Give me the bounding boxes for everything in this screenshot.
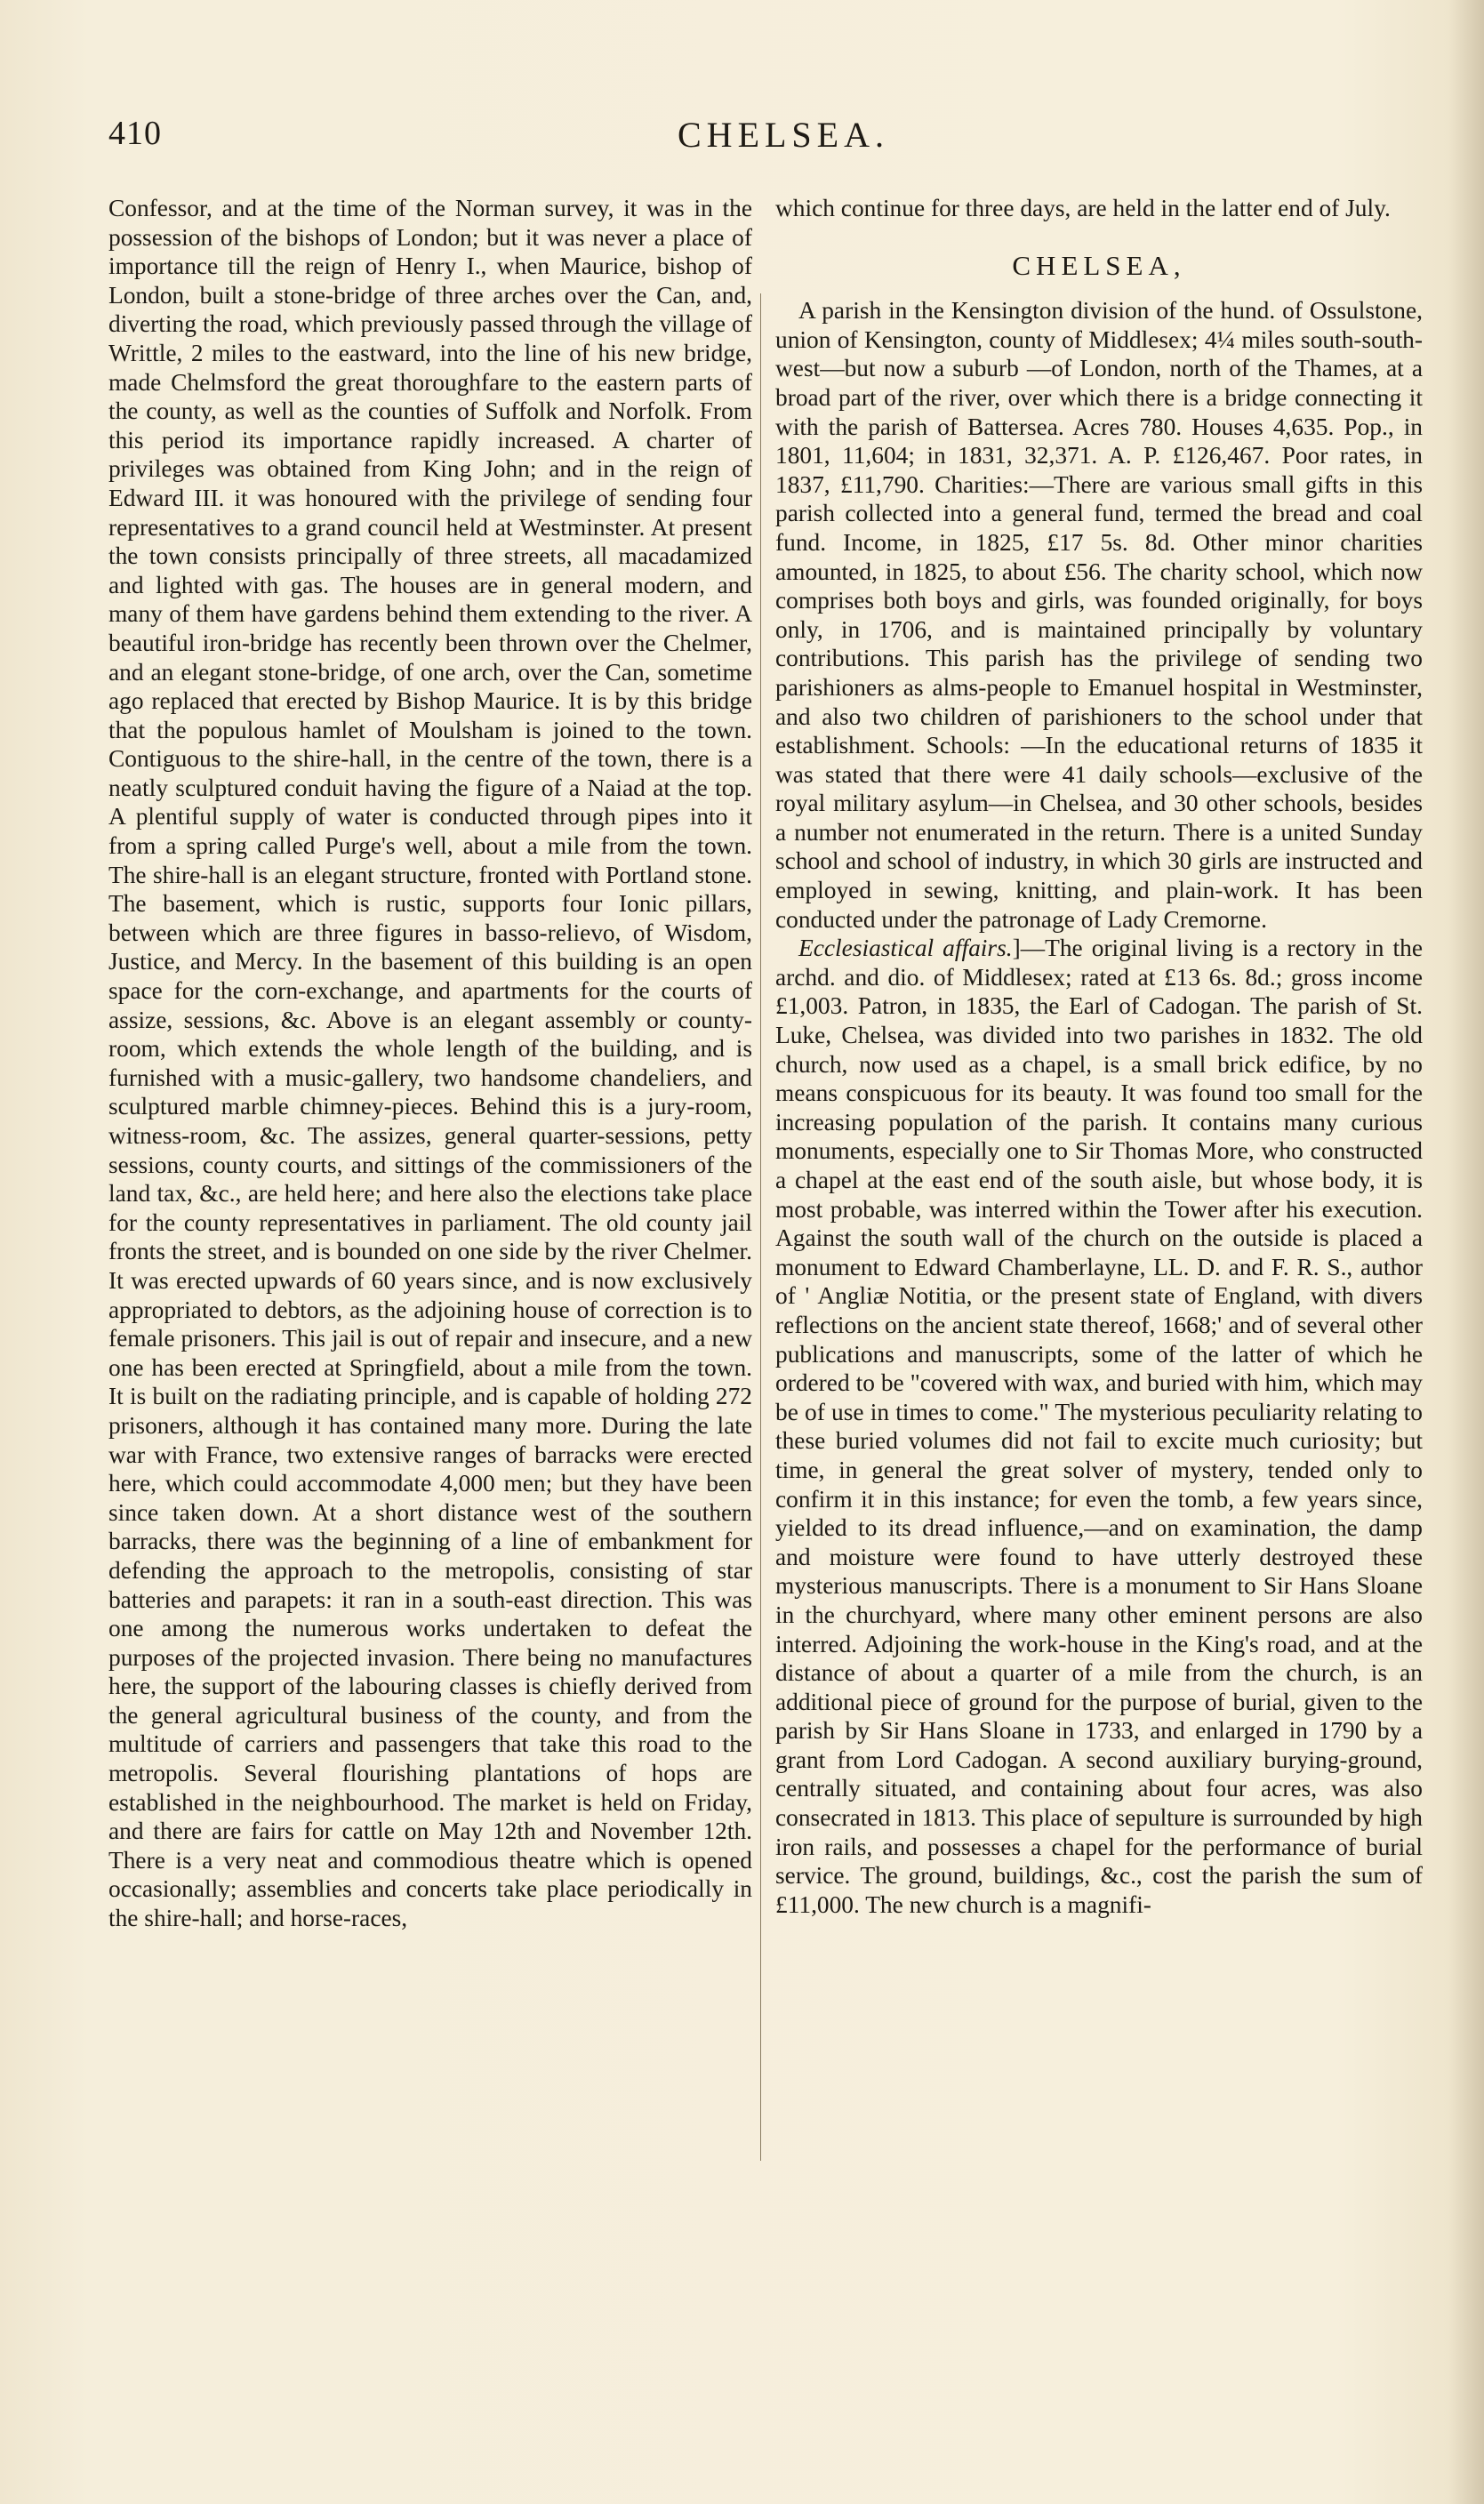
ecclesiastical-lead: Ecclesiastical affairs.: [798, 935, 1013, 962]
continuation-text: which continue for three days, are held in the latter end of July.: [775, 195, 1391, 221]
right-column: [775, 194, 1423, 2452]
ecclesiastical-text: ]—The original living is a rectory in the archd. and dio. of Middlesex; rated at £13 6s. 8d.; gross income £1,003. Patron, in 1835, the Earl of Cadogan. The parish of St. Luke, Chelsea, was divided into two parishes in 1832. The old church, now used as a chapel, is a small brick edifice, by no means conspicuous for its beauty. It was found too small for the increasing population of the parish. It contains many curious monuments, especially one to Sir Thomas More, who constructed a chapel at the east end of the south aisle, but whose body, it is most probable, was interred within the Tower after his execution. Against the south wall of the church on the outside is placed a monument to Edward Chamberlayne, LL. D. and F. R. S., author of ' Angliæ Notitia, or the present state of England, with divers reflections on the ancient state thereof, 1668;' and of several other publications and manuscripts, some of the latter of which he ordered to be "covered with wax, and buried with him, which may be of use in times to come." The mysterious peculiarity relating to these buried volumes did not fail to excite much curiosity; but time, in general the great solver of mystery, tended only to confirm it in this instance; for even the tomb, a few years since, yielded to its dread influence,—and on examination, the damp and moisture were found to have utterly destroyed these mysterious manuscripts. There is a monument to Sir Hans Sloane in the churchyard, where many other eminent persons are also interred. Adjoining the work-house in the King's road, and at the distance of about a quarter of a mile from the church, is an additional piece of ground for the purpose of burial, given to the parish by Sir Hans Sloane in 1733, and enlarged in 1790 by a grant from Lord Cadogan. A second auxiliary burying-ground, centrally situated, and containing about four acres, was also consecrated in 1813. This place of sepulture is surrounded by high iron rails, and possesses a chapel for the performance of burial service. The ground, buildings, &c., cost the parish the sum of £11,000. The new church is a magnifi-: [775, 935, 1423, 1918]
page-header: [108, 114, 1469, 167]
section-heading: CHELSEA,: [1012, 249, 1186, 281]
page-number: 410: [108, 115, 162, 152]
left-column-text: Confessor, and at the time of the Norman survey, it was in the possession of the bishops of London; but it was never a place of importance till the reign of Henry I., when Maurice, bishop of London, built a stone-bridge of three arches over the Can, and, diverting the road, which previously passed through the village of Writtle, 2 miles to the eastward, into the line of his new bridge, made Chelmsford the great thoroughfare to the eastern parts of the county, as well as the counties of Suffolk and Norfolk. From this period its importance rapidly increased. A charter of privileges was obtained from King John; and in the reign of Edward III. it was honoured with the privilege of sending four representatives to a grand council held at Westminster. At present the town consists principally of three streets, all macadamized and lighted with gas. The houses are in general modern, and many of them have gardens behind them extending to the river. A beautiful iron-bridge has recently been thrown over the Chelmer, and an elegant stone-bridge, of one arch, over the Can, sometime ago replaced that erected by Bishop Maurice. It is by this bridge that the populous hamlet of Moulsham is joined to the town. Contiguous to the shire-hall, in the centre of the town, there is a neatly sculptured conduit having the figure of a Naiad at the top. A plentiful supply of water is conducted through pipes into it from a spring called Purge's well, about a mile from the town. The shire-hall is an elegant structure, fronted with Portland stone. The basement, which is rustic, supports four Ionic pillars, between which are three figures in basso-relievo, of Wisdom, Justice, and Mercy. In the basement of this building is an open space for the corn-exchange, and apartments for the courts of assize, sessions, &c. Above is an elegant assembly or county-room, which extends the whole length of the building, and is furnished with a music-gallery, two handsome chandeliers, and sculptured marble chimney-pieces. Behind this is a jury-room, witness-room, &c. The assizes, general quarter-sessions, petty sessions, county courts, and sittings of the commissioners of the land tax, &c., are held here; and here also the elections take place for the county representatives in parliament. The old county jail fronts the street, and is bounded on one side by the river Chelmer. It was erected upwards of 60 years since, and is now exclusively appropriated to debtors, as the adjoining house of correction is to female prisoners. This jail is out of repair and insecure, and a new one has been erected at Springfield, about a mile from the town. It is built on the radiating principle, and is capable of holding 272 prisoners, although it has contained many more. During the late war with France, two extensive ranges of barracks were erected here, which could accommodate 4,000 men; but they have been since taken down. At a short distance west of the southern barracks, there was the beginning of a line of embankment for defending the approach to the metropolis, consisting of star batteries and parapets: it ran in a south-east direction. This was one among the numerous works undertaken to defeat the purposes of the projected invasion. There being no manufactures here, the support of the labouring classes is chiefly derived from the general agricultural business of the county, and from the multitude of carriers and passengers that take this road to the metropolis. Several flourishing plantations of hops are established in the neighbourhood. The market is held on Friday, and there are fairs for cattle on May 12th and November 12th. There is a very neat and commodious theatre which is opened occasionally; assemblies and concerts take place periodically in the shire-hall; and horse-races,: [108, 195, 752, 1932]
column-divider: [760, 293, 761, 2161]
ecclesiastical-paragraph: [775, 934, 1423, 1919]
left-column: [108, 194, 752, 2452]
page-edge-shadow: [1448, 0, 1484, 2504]
parish-description: A parish in the Kensington division of the hund. of Ossulstone, union of Kensington, county of Middlesex; 4¼ miles south-south-west—but now a suburb —of London, north of the Thames, at a broad part of the river, over which there is a bridge connecting it with the parish of Battersea. Acres 780. Houses 4,635. Pop., in 1801, 11,604; in 1831, 32,371. A. P. £126,467. Poor rates, in 1837, £11,790. Charities:—There are various small gifts in this parish collected into a general fund, termed the bread and coal fund. Income, in 1825, £17 5s. 8d. Other minor charities amounted, in 1825, to about £56. The charity school, which now comprises both boys and girls, was founded originally, for boys only, in 1706, and is maintained principally by voluntary contributions. This parish has the privilege of sending two parishioners as alms-people to Emanuel hospital in Westminster, and also two children of parishioners to the school under that establishment. Schools: —In the educational returns of 1835 it was stated that there were 41 daily schools—exclusive of the royal military asylum—in Chelsea, and 30 other schools, besides a number not enumerated in the return. There is a united Sunday school and school of industry, in which 30 girls are instructed and employed in sewing, knitting, and plain-work. It has been conducted under the patronage of Lady Cremorne.: [775, 297, 1423, 933]
running-title: CHELSEA.: [678, 115, 889, 155]
